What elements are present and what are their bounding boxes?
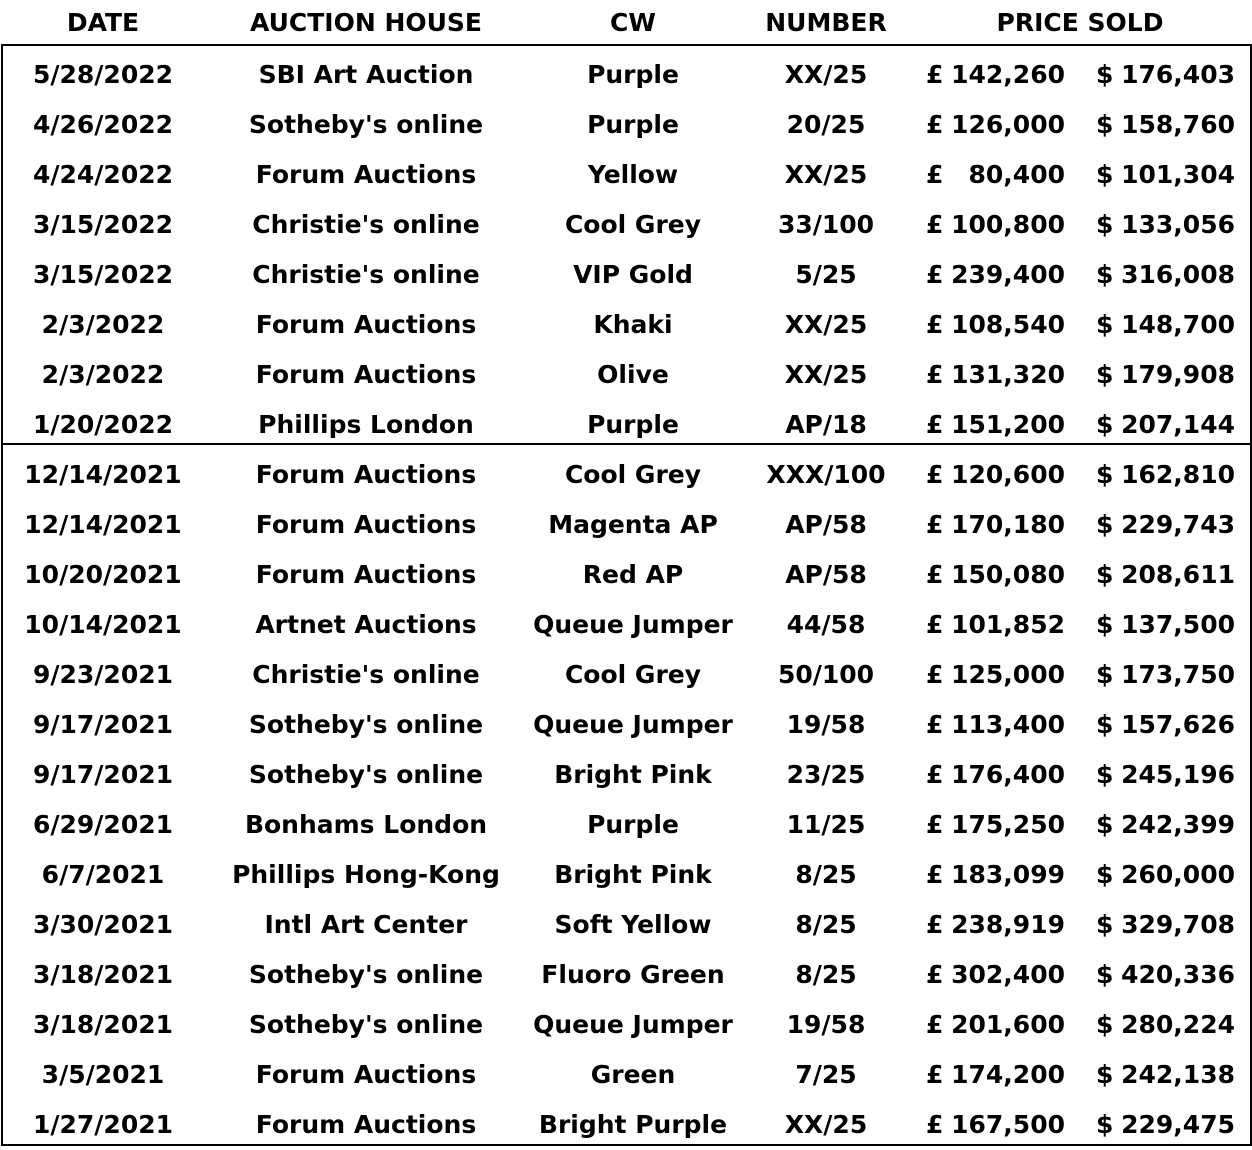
row-cw: Red AP (582, 560, 684, 589)
row-number: 7/25 (795, 1060, 857, 1089)
table-row (0, 150, 1252, 200)
row-gbp-symbol: £ (926, 1010, 944, 1039)
row-date: 3/15/2022 (32, 260, 174, 289)
table-row (0, 1050, 1252, 1100)
row-date: 9/23/2021 (32, 660, 174, 689)
row-gbp-symbol: £ (926, 960, 944, 989)
row-price-gbp: 183,099 (951, 860, 1065, 889)
row-price-gbp: 238,919 (951, 910, 1065, 939)
row-date: 3/18/2021 (32, 960, 174, 989)
row-number: 44/58 (786, 610, 866, 639)
table-row (0, 550, 1252, 600)
row-price-usd: 173,750 (1121, 660, 1235, 689)
row-usd-symbol: $ (1096, 310, 1114, 339)
row-gbp-symbol: £ (926, 310, 944, 339)
row-price-usd: 162,810 (1121, 460, 1235, 489)
row-auction-house: Sotheby's online (248, 1010, 484, 1039)
row-date: 1/20/2022 (32, 410, 174, 439)
row-usd-symbol: $ (1096, 410, 1114, 439)
row-auction-house: Artnet Auctions (255, 610, 477, 639)
row-auction-house: Christie's online (252, 260, 480, 289)
row-gbp-symbol: £ (926, 110, 944, 139)
row-auction-house: Christie's online (252, 210, 480, 239)
row-usd-symbol: $ (1096, 460, 1114, 489)
row-gbp-symbol: £ (926, 1110, 944, 1139)
table-row (0, 650, 1252, 700)
row-price-gbp: 108,540 (951, 310, 1065, 339)
row-cw: Purple (587, 110, 679, 139)
row-date: 10/20/2021 (24, 560, 182, 589)
row-auction-house: Forum Auctions (255, 510, 477, 539)
row-auction-house: SBI Art Auction (258, 60, 474, 89)
row-cw: Soft Yellow (554, 910, 712, 939)
row-usd-symbol: $ (1096, 760, 1114, 789)
row-price-usd: 176,403 (1121, 60, 1235, 89)
row-date: 9/17/2021 (32, 760, 174, 789)
row-usd-symbol: $ (1096, 260, 1114, 289)
header-date: DATE (66, 8, 140, 37)
row-cw: Purple (587, 60, 679, 89)
row-number: XX/25 (784, 360, 868, 389)
row-gbp-symbol: £ (926, 460, 944, 489)
row-cw: Fluoro Green (541, 960, 725, 989)
row-auction-house: Forum Auctions (255, 160, 477, 189)
row-gbp-symbol: £ (926, 860, 944, 889)
row-date: 2/3/2022 (41, 310, 165, 339)
row-date: 4/24/2022 (32, 160, 174, 189)
row-number: XX/25 (784, 1110, 868, 1139)
row-price-gbp: 120,600 (951, 460, 1065, 489)
row-price-usd: 229,475 (1121, 1110, 1235, 1139)
row-cw: Cool Grey (564, 660, 702, 689)
row-price-gbp: 151,200 (951, 410, 1065, 439)
row-price-usd: 329,708 (1121, 910, 1235, 939)
row-number: 8/25 (795, 860, 857, 889)
table-row (0, 900, 1252, 950)
row-auction-house: Phillips Hong-Kong (232, 860, 500, 889)
row-cw: Yellow (587, 160, 679, 189)
row-gbp-symbol: £ (926, 1060, 944, 1089)
table-row (0, 200, 1252, 250)
row-price-usd: 137,500 (1121, 610, 1235, 639)
table-row (0, 50, 1252, 100)
row-price-gbp: 113,400 (951, 710, 1065, 739)
row-date: 9/17/2021 (32, 710, 174, 739)
row-date: 5/28/2022 (32, 60, 174, 89)
row-number: 8/25 (795, 960, 857, 989)
row-price-usd: 133,056 (1121, 210, 1235, 239)
row-price-usd: 148,700 (1121, 310, 1235, 339)
table-row (0, 450, 1252, 500)
row-gbp-symbol: £ (926, 660, 944, 689)
row-number: 23/25 (786, 760, 866, 789)
row-price-usd: 260,000 (1121, 860, 1235, 889)
row-date: 3/30/2021 (32, 910, 174, 939)
row-usd-symbol: $ (1096, 60, 1114, 89)
table-row (0, 300, 1252, 350)
row-auction-house: Forum Auctions (255, 360, 477, 389)
row-cw: Khaki (593, 310, 673, 339)
row-price-usd: 229,743 (1121, 510, 1235, 539)
table-header (0, 0, 1252, 46)
table-row (0, 1000, 1252, 1050)
row-price-usd: 179,908 (1121, 360, 1235, 389)
row-number: XXX/100 (766, 460, 886, 489)
row-usd-symbol: $ (1096, 110, 1114, 139)
row-number: 19/58 (786, 1010, 866, 1039)
table-row (0, 800, 1252, 850)
row-price-gbp: 239,400 (951, 260, 1065, 289)
header-number: NUMBER (765, 8, 887, 37)
row-auction-house: Forum Auctions (255, 1110, 477, 1139)
row-cw: Queue Jumper (533, 1010, 733, 1039)
row-usd-symbol: $ (1096, 1010, 1114, 1039)
row-cw: Bright Purple (538, 1110, 728, 1139)
row-price-gbp: 175,250 (951, 810, 1065, 839)
row-gbp-symbol: £ (926, 160, 944, 189)
row-price-usd: 101,304 (1121, 160, 1235, 189)
row-date: 3/5/2021 (41, 1060, 165, 1089)
row-price-gbp: 150,080 (951, 560, 1065, 589)
row-gbp-symbol: £ (926, 60, 944, 89)
row-date: 12/14/2021 (24, 510, 182, 539)
row-cw: Bright Pink (554, 760, 712, 789)
row-auction-house: Christie's online (252, 660, 480, 689)
row-date: 6/29/2021 (32, 810, 174, 839)
row-usd-symbol: $ (1096, 860, 1114, 889)
row-gbp-symbol: £ (926, 360, 944, 389)
row-price-usd: 208,611 (1121, 560, 1235, 589)
row-price-gbp: 167,500 (951, 1110, 1065, 1139)
row-price-gbp: 174,200 (951, 1060, 1065, 1089)
row-price-usd: 280,224 (1121, 1010, 1235, 1039)
table-row (0, 750, 1252, 800)
table-row (0, 700, 1252, 750)
row-gbp-symbol: £ (926, 810, 944, 839)
row-auction-house: Forum Auctions (255, 560, 477, 589)
row-price-gbp: 170,180 (951, 510, 1065, 539)
row-date: 2/3/2022 (41, 360, 165, 389)
row-cw: Magenta AP (548, 510, 718, 539)
row-number: 33/100 (777, 210, 875, 239)
row-number: XX/25 (784, 310, 868, 339)
row-price-gbp: 142,260 (951, 60, 1065, 89)
row-cw: Olive (597, 360, 669, 389)
row-price-gbp: 302,400 (951, 960, 1065, 989)
row-number: 20/25 (786, 110, 866, 139)
row-number: AP/18 (785, 410, 867, 439)
row-gbp-symbol: £ (926, 210, 944, 239)
row-usd-symbol: $ (1096, 510, 1114, 539)
row-cw: Cool Grey (564, 460, 702, 489)
row-number: 19/58 (786, 710, 866, 739)
row-usd-symbol: $ (1096, 560, 1114, 589)
row-number: 5/25 (795, 260, 857, 289)
row-usd-symbol: $ (1096, 810, 1114, 839)
row-number: 50/100 (777, 660, 875, 689)
row-auction-house: Sotheby's online (248, 960, 484, 989)
row-gbp-symbol: £ (926, 510, 944, 539)
row-price-gbp: 125,000 (951, 660, 1065, 689)
row-cw: VIP Gold (573, 260, 693, 289)
row-number: 8/25 (795, 910, 857, 939)
row-price-usd: 316,008 (1121, 260, 1235, 289)
row-usd-symbol: $ (1096, 660, 1114, 689)
row-number: AP/58 (785, 510, 867, 539)
row-usd-symbol: $ (1096, 710, 1114, 739)
row-usd-symbol: $ (1096, 1110, 1114, 1139)
row-auction-house: Forum Auctions (255, 1060, 477, 1089)
row-price-gbp: 176,400 (951, 760, 1065, 789)
table-row (0, 250, 1252, 300)
row-auction-house: Forum Auctions (255, 310, 477, 339)
row-number: AP/58 (785, 560, 867, 589)
row-date: 3/15/2022 (32, 210, 174, 239)
row-number: 11/25 (786, 810, 866, 839)
row-date: 6/7/2021 (41, 860, 165, 889)
row-price-usd: 242,399 (1121, 810, 1235, 839)
row-cw: Queue Jumper (533, 710, 733, 739)
row-price-gbp: 100,800 (951, 210, 1065, 239)
row-number: XX/25 (784, 160, 868, 189)
row-auction-house: Sotheby's online (248, 110, 484, 139)
row-price-usd: 158,760 (1121, 110, 1235, 139)
row-cw: Queue Jumper (533, 610, 733, 639)
row-price-gbp: 80,400 (968, 160, 1065, 189)
table-row (0, 100, 1252, 150)
row-gbp-symbol: £ (926, 260, 944, 289)
row-cw: Cool Grey (564, 210, 702, 239)
row-cw: Purple (587, 810, 679, 839)
row-price-usd: 245,196 (1121, 760, 1235, 789)
row-cw: Purple (587, 410, 679, 439)
row-auction-house: Intl Art Center (264, 910, 468, 939)
row-date: 3/18/2021 (32, 1010, 174, 1039)
row-cw: Bright Pink (554, 860, 712, 889)
row-price-usd: 420,336 (1121, 960, 1235, 989)
table-row (0, 350, 1252, 400)
table-row (0, 500, 1252, 550)
row-gbp-symbol: £ (926, 910, 944, 939)
row-date: 12/14/2021 (24, 460, 182, 489)
row-auction-house: Phillips London (258, 410, 474, 439)
row-price-usd: 242,138 (1121, 1060, 1235, 1089)
row-usd-symbol: $ (1096, 160, 1114, 189)
row-gbp-symbol: £ (926, 710, 944, 739)
row-number: XX/25 (784, 60, 868, 89)
row-price-gbp: 126,000 (951, 110, 1065, 139)
table-row (0, 950, 1252, 1000)
table-row (0, 400, 1252, 450)
row-usd-symbol: $ (1096, 1060, 1114, 1089)
table-row (0, 1100, 1252, 1150)
row-gbp-symbol: £ (926, 560, 944, 589)
row-price-gbp: 131,320 (951, 360, 1065, 389)
row-usd-symbol: $ (1096, 360, 1114, 389)
row-auction-house: Forum Auctions (255, 460, 477, 489)
row-date: 4/26/2022 (32, 110, 174, 139)
table-row (0, 600, 1252, 650)
row-gbp-symbol: £ (926, 610, 944, 639)
row-gbp-symbol: £ (926, 760, 944, 789)
row-price-gbp: 101,852 (951, 610, 1065, 639)
row-cw: Green (590, 1060, 676, 1089)
row-auction-house: Sotheby's online (248, 710, 484, 739)
row-usd-symbol: $ (1096, 210, 1114, 239)
row-usd-symbol: $ (1096, 960, 1114, 989)
row-gbp-symbol: £ (926, 410, 944, 439)
row-date: 1/27/2021 (32, 1110, 174, 1139)
header-price-sold: PRICE SOLD (996, 8, 1164, 37)
row-auction-house: Bonhams London (244, 810, 488, 839)
header-cw: CW (610, 8, 656, 37)
row-price-usd: 157,626 (1121, 710, 1235, 739)
header-auction-house: AUCTION HOUSE (249, 8, 483, 37)
row-price-usd: 207,144 (1121, 410, 1235, 439)
row-price-gbp: 201,600 (951, 1010, 1065, 1039)
row-usd-symbol: $ (1096, 610, 1114, 639)
table-row (0, 850, 1252, 900)
row-auction-house: Sotheby's online (248, 760, 484, 789)
row-date: 10/14/2021 (24, 610, 182, 639)
row-usd-symbol: $ (1096, 910, 1114, 939)
